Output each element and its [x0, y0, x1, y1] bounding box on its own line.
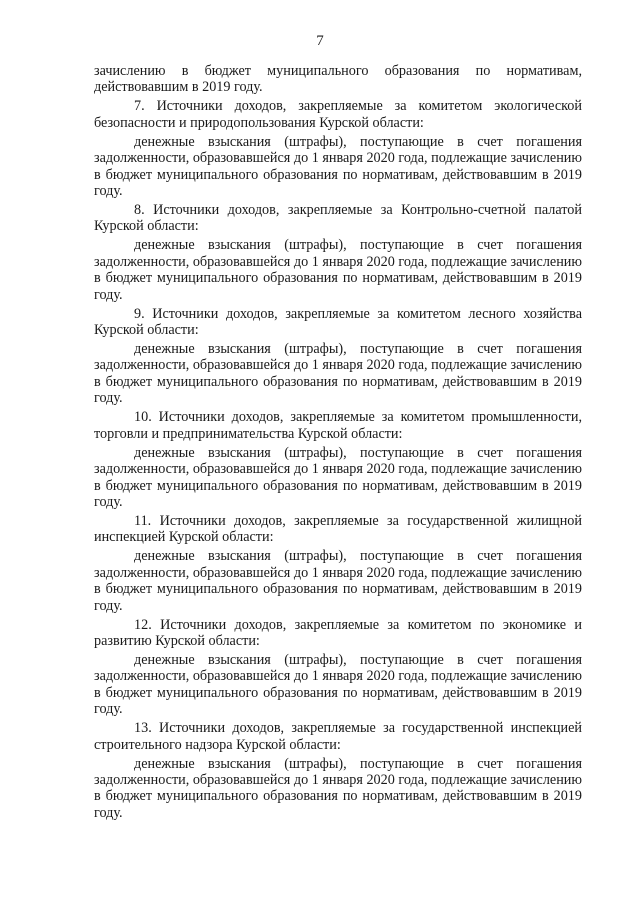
- section-heading-8: 8. Источники доходов, закрепляемые за Контрольно-счетной палатой Курской области:: [94, 202, 582, 235]
- section-heading-13: 13. Источники доходов, закрепляемые за государственной инспекцией строительного надзора Курской области:: [94, 720, 582, 753]
- paragraph-fines-12: денежные взыскания (штрафы), поступающие в счет погашения задолженности, образовавшейся до 1 января 2020 года, подлежащие зачислению в бюджет муниципального образования по нормативам, действовавшим в 2019 году.: [94, 651, 582, 718]
- paragraph-fines-8: денежные взыскания (штрафы), поступающие в счет погашения задолженности, образовавшейся до 1 января 2020 года, подлежащие зачислению в бюджет муниципального образования по нормативам, действовавшим в 2019 году.: [94, 237, 582, 303]
- section-heading-9: 9. Источники доходов, закрепляемые за комитетом лесного хозяйства Курской области:: [94, 305, 582, 339]
- section-heading-11: 11. Источники доходов, закрепляемые за государственной жилищной инспекцией Курской области:: [94, 512, 582, 546]
- section-heading-12: 12. Источники доходов, закрепляемые за комитетом по экономике и развитию Курской области:: [94, 616, 582, 649]
- paragraph-fines-7: денежные взыскания (штрафы), поступающие в счет погашения задолженности, образовавшейся до 1 января 2020 года, подлежащие зачислению в бюджет муниципального образования по нормативам, действовавшим в 2019 году.: [94, 133, 582, 200]
- paragraph-fines-10: денежные взыскания (штрафы), поступающие в счет погашения задолженности, образовавшейся до 1 января 2020 года, подлежащие зачислению в бюджет муниципального образования по нормативам, действовавшим в 2019 году.: [94, 444, 582, 510]
- paragraph-fines-9: денежные взыскания (штрафы), поступающие в счет погашения задолженности, образовавшейся до 1 января 2020 года, подлежащие зачислению в бюджет муниципального образования по нормативам, действовавшим в 2019 году.: [94, 341, 582, 407]
- page-number: 7: [316, 33, 324, 49]
- paragraph-fines-13: денежные взыскания (штрафы), поступающие в счет погашения задолженности, образовавшейся до 1 января 2020 года, подлежащие зачислению в бюджет муниципального образования по нормативам, действовавшим в 2019 году.: [94, 755, 582, 821]
- paragraph-fines-11: денежные взыскания (штрафы), поступающие в счет погашения задолженности, образовавшейся до 1 января 2020 года, подлежащие зачислению в бюджет муниципального образования по нормативам, действовавшим в 2019 году.: [94, 548, 582, 614]
- section-heading-10: 10. Источники доходов, закрепляемые за комитетом промышленности, торговли и предпринимательства Курской области:: [94, 409, 582, 442]
- paragraph-continuation: зачислению в бюджет муниципального образования по нормативам, действовавшим в 2019 году.: [94, 63, 582, 96]
- section-heading-7: 7. Источники доходов, закрепляемые за комитетом экологической безопасности и природопользования Курской области:: [94, 98, 582, 131]
- document-body: [94, 63, 582, 824]
